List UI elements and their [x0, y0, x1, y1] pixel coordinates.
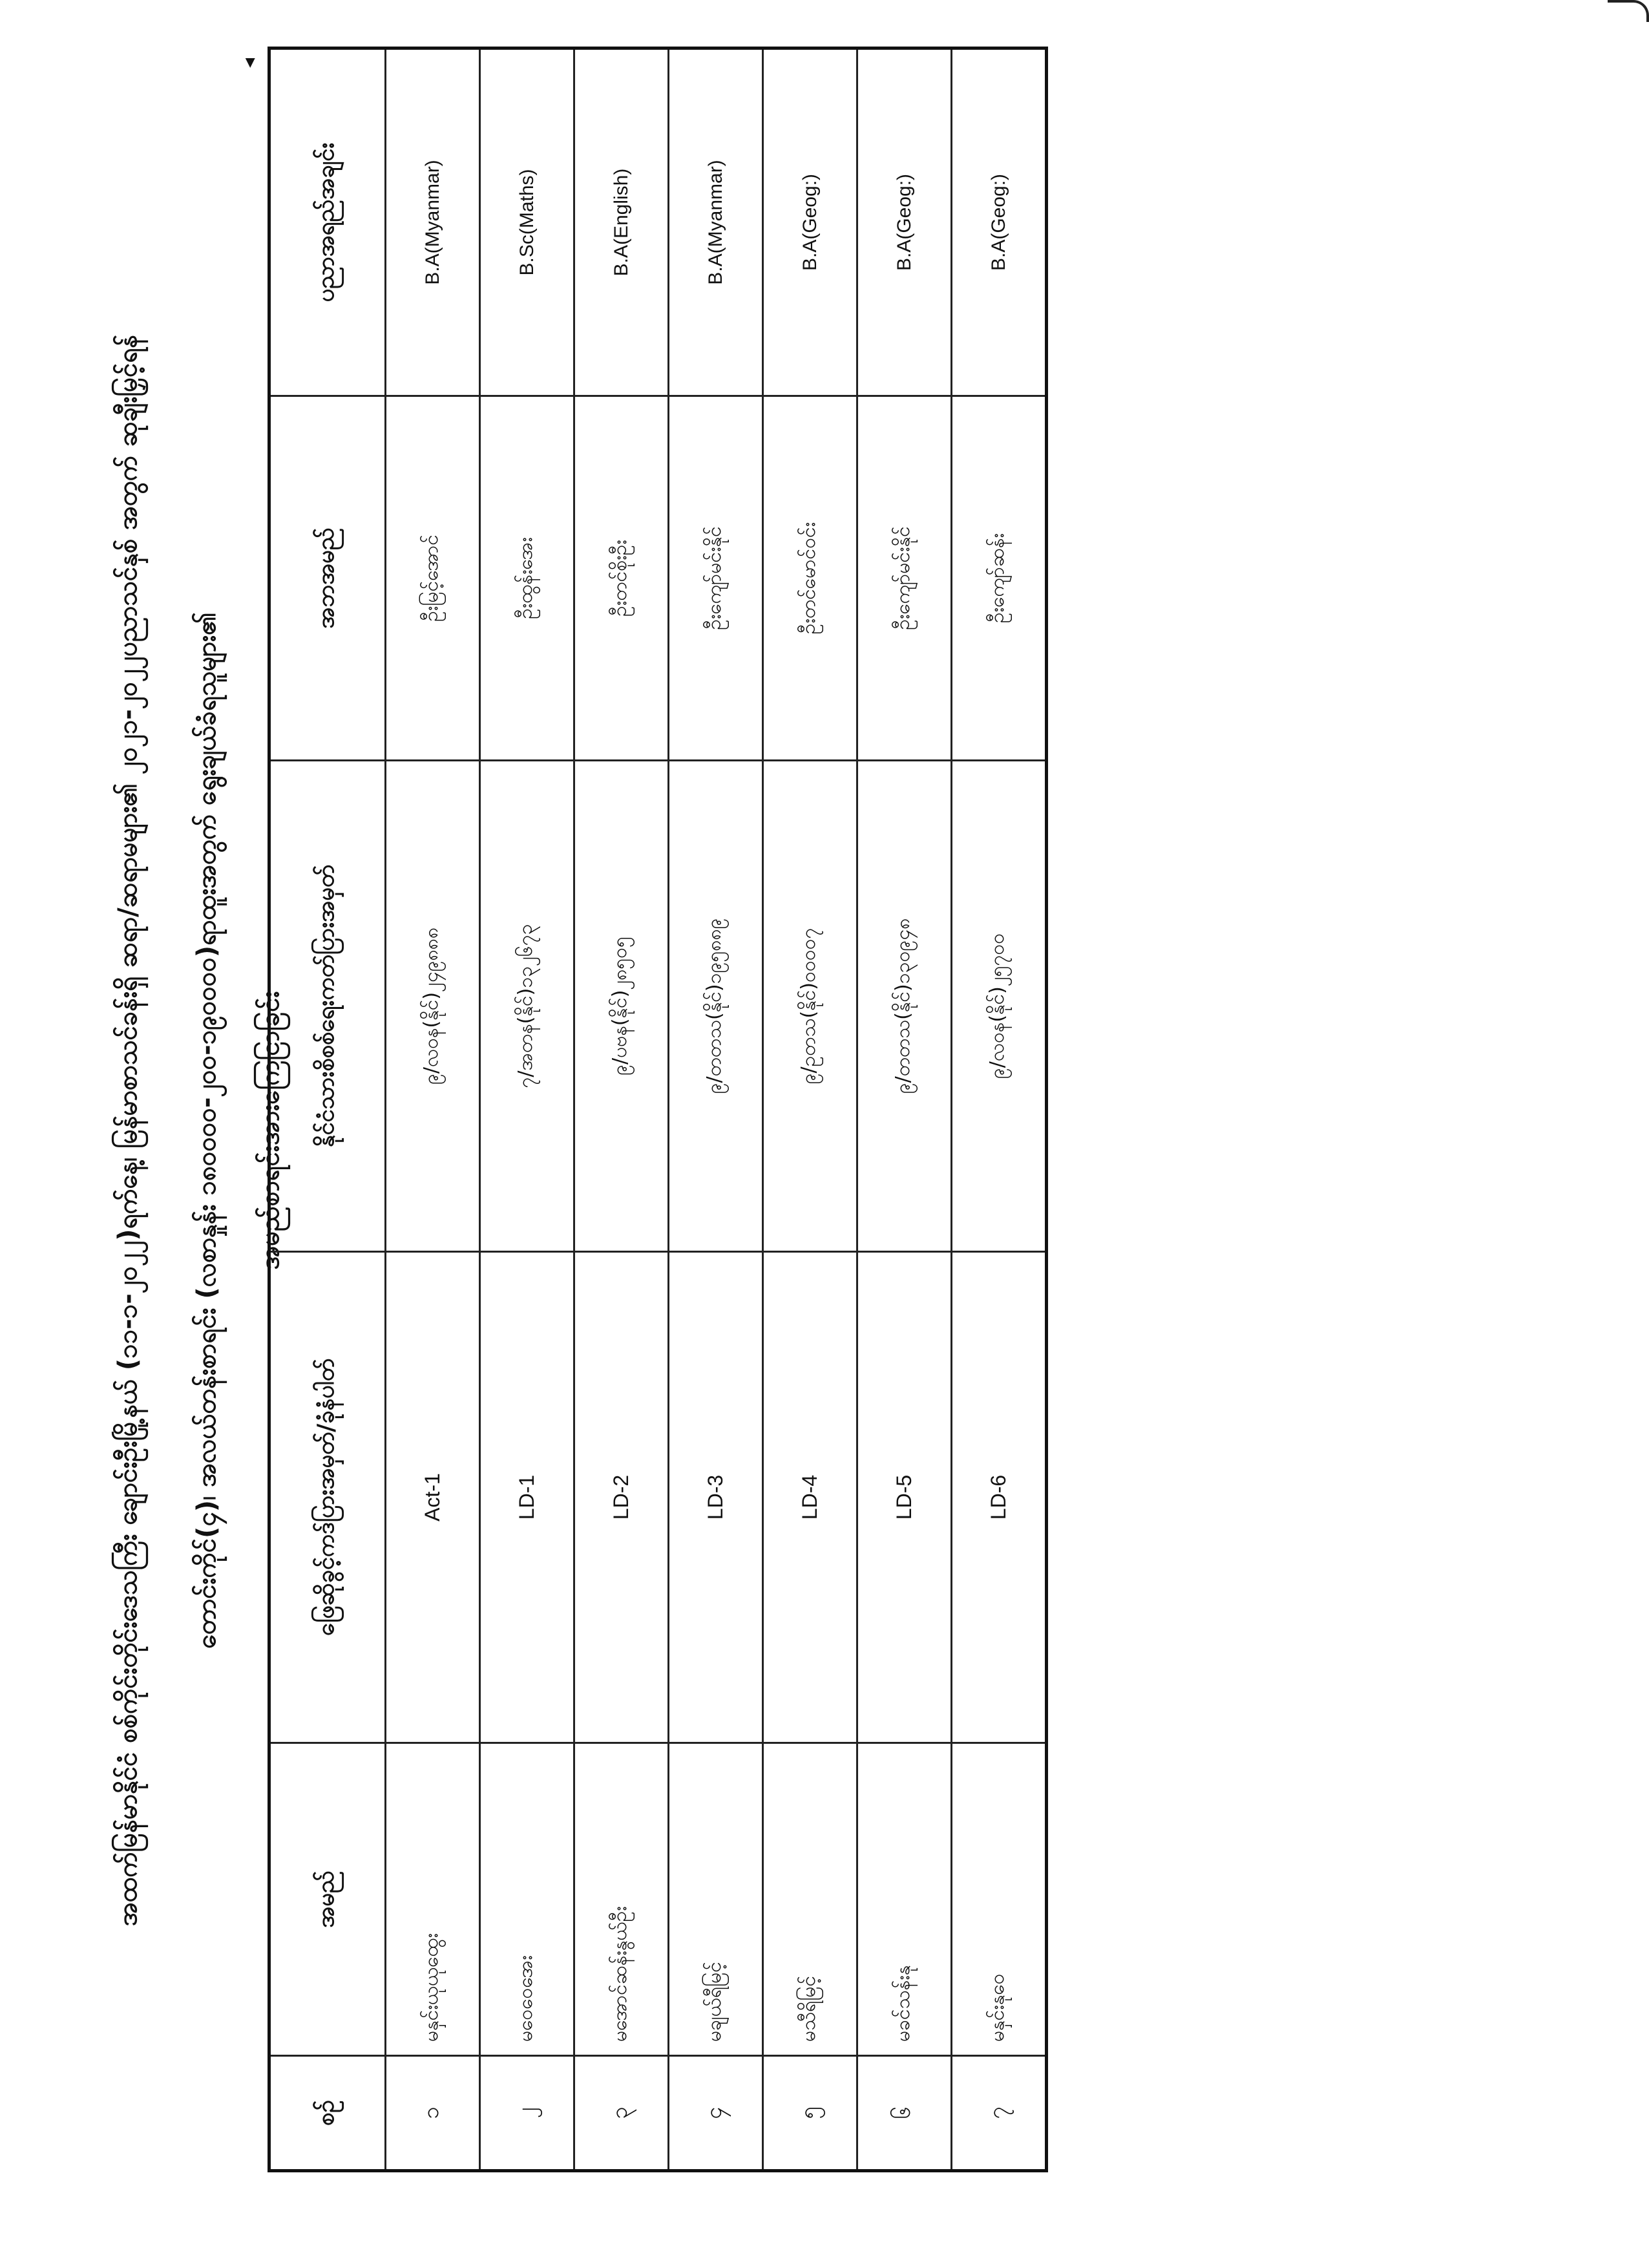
cell-qualification: B.A(Myanmar): [669, 48, 763, 396]
cell-name: မသီရိမြင့်: [763, 1743, 857, 2056]
cell-father: ဦးကျော်ဆန်း: [952, 396, 1047, 761]
cell-nrc: ၉/လဝန(နိုင်)၂၅၇၀၀: [952, 761, 1047, 1252]
cell-father: ဦးကျော်မင်းနိုင်: [669, 396, 763, 761]
cell-father: ဦးထွန်းအေး: [480, 396, 574, 761]
cell-exam-card: LD-5: [857, 1252, 952, 1743]
cell-name: မနှင်းယုယုထွေး: [386, 1743, 480, 2056]
cell-father: ဦးတင်မောင်ဝင်း: [763, 396, 857, 761]
cell-no: ၅: [763, 2056, 857, 2171]
table-row: [480, 48, 574, 2171]
column-header-exam-card: ဖြေဆိုခွင့်ကဒ်ပြားအမှတ်/ခုံနံပါတ်: [269, 1252, 386, 1743]
cell-nrc: ၉/ဥတသ(နိုင်)၀၀၀၀၇: [763, 761, 857, 1252]
cell-father: ဦးကျော်မင်းနိုင်: [857, 396, 952, 761]
cell-exam-card: LD-1: [480, 1252, 574, 1743]
table-row: [952, 48, 1047, 2171]
table-row: [574, 48, 669, 2171]
cell-nrc: ၉/လဝန(နိုင်)၂၄၉၈၈၈: [386, 761, 480, 1252]
cell-nrc: ၉/တတသ(နိုင်)၁၃၀၉၄၈: [857, 761, 952, 1252]
cell-exam-card: LD-4: [763, 1252, 857, 1743]
cell-qualification: B.A(Geog:): [952, 48, 1047, 396]
cell-no: ၁: [386, 2056, 480, 2171]
cell-name: မအောင်ဆန်းနွယ်ဦး: [574, 1743, 669, 2056]
cell-no: ၆: [857, 2056, 952, 2171]
table-header-row: [269, 48, 386, 2171]
cell-nrc: ၉/ပဗန(နိုင်)၂၈၅၀၅: [574, 761, 669, 1252]
title-line-1: အထက်မြန်မာနိုင်ငံ စစ်ကိုင်းတိုင်းဒေသကြီး ချောင်းဦးမြို့နယ် (၁၁-၁-၂၀၂၂)ရက်နေ့၊ မြန်မာစာသင်ခန်းရှိ ဆရာ/ဆရာမများ၏ ၂၀၂၁-၂၀၂၂ပညာသင်နှစ် အတွက် ဆုချီးမြှင့်ရန်: [113, 335, 143, 1926]
cell-name: မခင်သန်းနု: [857, 1743, 952, 2056]
cell-no: ၄: [669, 2056, 763, 2171]
cell-nrc: ၉/တတသ(နိုင်)၁၉၅၈၈၉: [669, 761, 763, 1252]
cell-no: ၂: [480, 2056, 574, 2171]
column-header-name: အမည်: [269, 1743, 386, 2056]
cell-father: ဦးတင်စိုးဦး: [574, 396, 669, 761]
column-header-father: အဘအမည်: [269, 396, 386, 761]
title-line-3: အမည်စာရင်းအားကြေငြာခြင်း: [255, 991, 285, 1270]
cell-father: ဦးမြင့်အောင်: [386, 396, 480, 761]
table-row: [669, 48, 763, 2171]
column-header-nrc: နိုင်ငံသားစိစစ်ရေးကတ်ပြားအမှတ်: [269, 761, 386, 1252]
corner-mark: ◂: [238, 58, 260, 68]
candidate-table: [268, 47, 1048, 2172]
table-row: [386, 48, 480, 2171]
cell-no: ၃: [574, 2056, 669, 2171]
column-header-qualification: ပညာအရည်အချင်း: [269, 48, 386, 396]
title-line-2: တောင်းကိုင်(၄)၊ အလယ်တန်းစာရင်း (လစာနှုန်း ၁၈၀၀၀၀-၂၀၀-၁၉၀၀၀၀)ရာထူးအတွက် ရွေးချယ်ခံရသူများ၏: [192, 612, 222, 1649]
cell-nrc: ၇/အတန(နိုင်)၁၃၂၆၇၃: [480, 761, 574, 1252]
column-header-no: စဉ်: [269, 2056, 386, 2171]
cell-name: မနှင်းနုဝေ: [952, 1743, 1047, 2056]
table-row: [857, 48, 952, 2171]
cell-name: မဝေဝေအေး: [480, 1743, 574, 2056]
cell-exam-card: Act-1: [386, 1252, 480, 1743]
cell-exam-card: LD-6: [952, 1252, 1047, 1743]
table-row: [763, 48, 857, 2171]
cell-qualification: B.A(Geog:): [763, 48, 857, 396]
cell-exam-card: LD-2: [574, 1252, 669, 1743]
cell-name: မချယ်ရီမြင့်: [669, 1743, 763, 2056]
cell-no: ၇: [952, 2056, 1047, 2171]
cell-qualification: B.A(English): [574, 48, 669, 396]
cell-exam-card: LD-3: [669, 1252, 763, 1743]
cell-qualification: B.A(Myanmar): [386, 48, 480, 396]
cell-qualification: B.A(Geog:): [857, 48, 952, 396]
cell-qualification: B.Sc(Maths): [480, 48, 574, 396]
